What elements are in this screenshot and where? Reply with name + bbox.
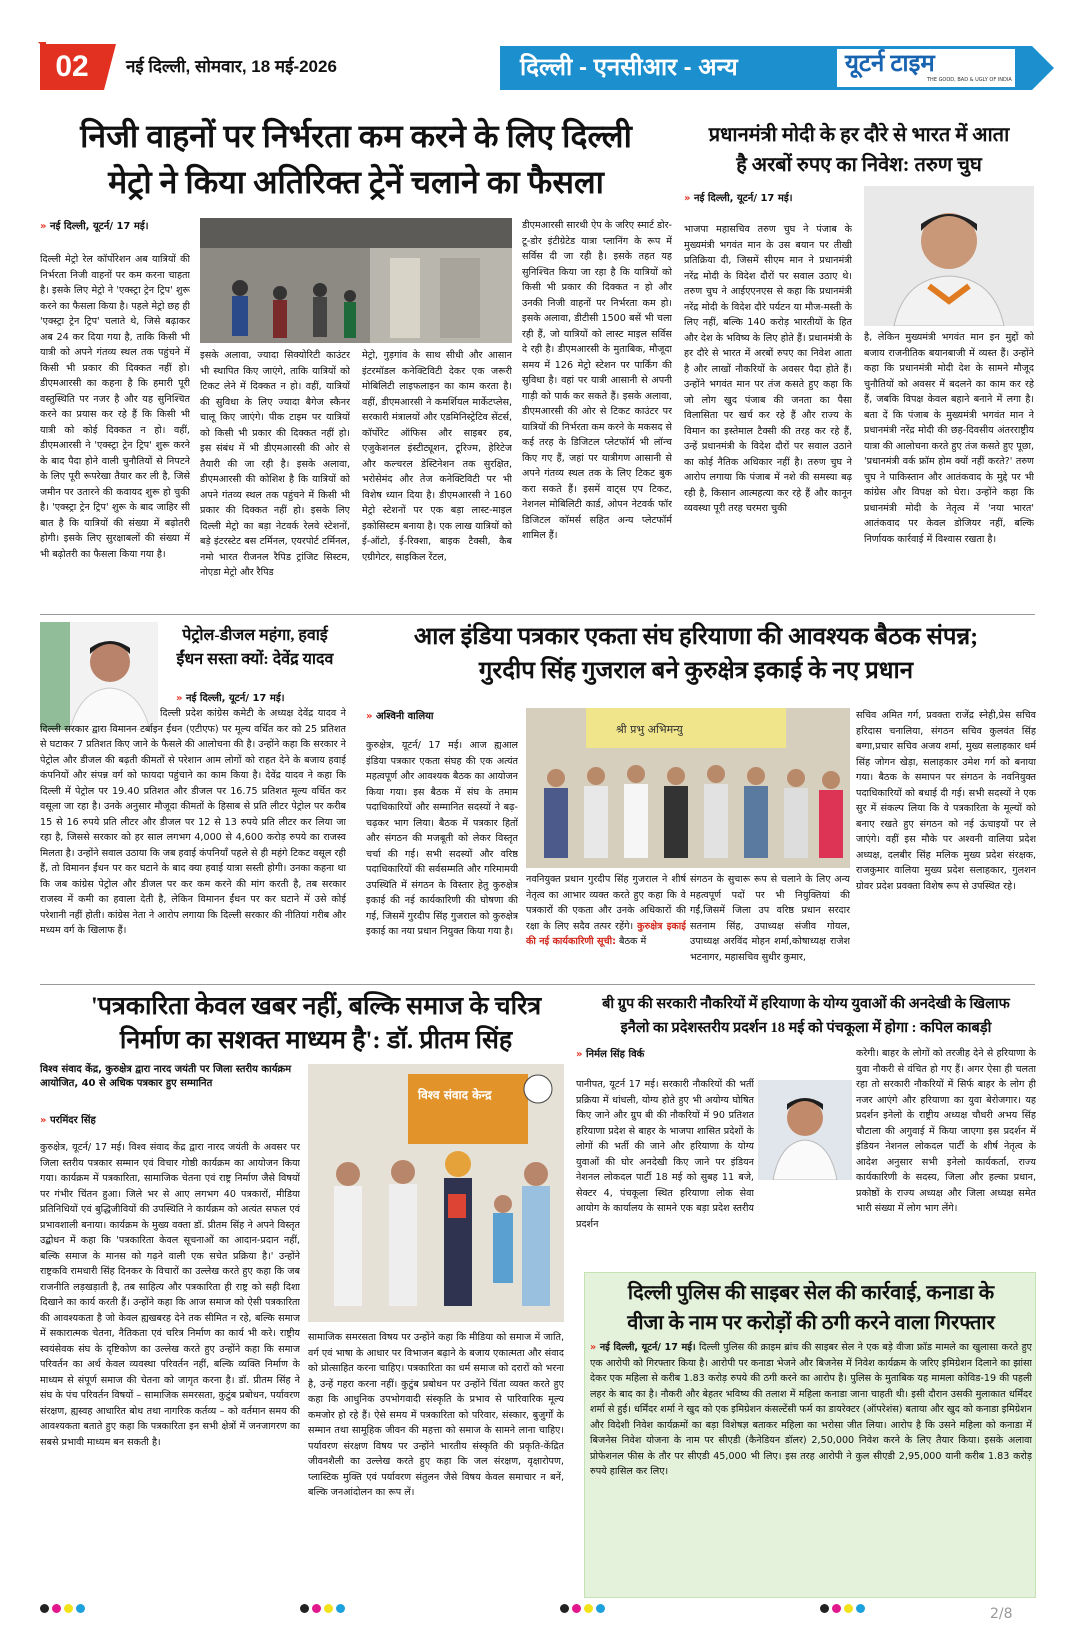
divider	[40, 984, 1035, 985]
story4-column-2-tail: बैठक में	[618, 936, 647, 947]
story3-body: दिल्ली प्रदेश कांग्रेस कमेटी के अध्यक्ष देवेंद्र यादव ने दिल्ली सरकार द्वारा विमानन टर्बाइन ईंधन (एटीएफ) पर मूल्य वर्धित कर को 25 प्रतिशत से घटाकर 7 प्रतिशत किए जाने के फैसले की आलोचना की है। उन्होंने कहा कि सरकार ने पेट्रोल और डीजल की बढ़ती कीमतों से परेशान आम लोगों को राहत देने के बजाय हवाई कंपनियों और संपन्न वर्ग को फायदा पहुंचाने का काम किया है। देवेंद्र यादव ने कहा कि दिल्ली में पेट्रोल पर 19.40 प्रतिशत और डीजल पर 16.75 प्रतिशत मूल्य वर्धित कर वसूला जा रहा है। उनके अनुसार मौजूदा कीमतों के हिसाब से प्रति लीटर पेट्रोल पर करीब 15 से 16 रुपये प्रति लीटर और डीजल पर 12 से 13 रुपये प्रति लीटर कर लिया जा रहा है, जिससे सरकार को हर साल लगभग 4,000 से 4,600 करोड़ रुपये का राजस्व मिलता है। उन्होंने सवाल उठाया कि जब हवाई कंपनियाँ पहले से ही महंगे टिकट वसूल रही हैं, तो विमानन ईंधन पर कर घटाने के बाद क्या हवाई यात्रा सस्ती होगी। उनका कहना था कि जब कांग्रेस पेट्रोल और डीजल पर कर कम करने की मांग करती है, तब सरकार राजस्व में कमी का हवाला देती है, लेकिन विमानन ईंधन पर कर घटाने में उसे कोई परेशानी नहीं होती। कांग्रेस नेता ने आरोप लगाया कि दिल्ली सरकार की नीतियां गरीब और मध्यम वर्ग के खिलाफ हैं।	[40, 708, 346, 936]
story3-headline-line2: ईंधन सस्ता क्यों: देवेंद्र यादव	[176, 651, 334, 668]
story5-deck: विश्व संवाद केंद्र, कुरुक्षेत्र द्वारा नारद जयंती पर जिला स्तरीय कार्यक्रम आयोजित, 40 से अधिक पत्रकार हुए सम्मानित	[40, 1064, 292, 1089]
story5-column-1: कुरुक्षेत्र, यूटर्न/ 17 मई। विश्व संवाद केंद्र द्वारा नारद जयंती के अवसर पर जिला स्तरीय पत्रकार सम्मान एवं विचार गोष्ठी कार्यक्रम का आयोजन किया गया। कार्यक्रम में पत्रकारिता, सामाजिक चेतना एवं राष्ट्र निर्माण जैसे विषयों पर गंभीर चिंतन हुआ। जिले भर से आए लगभग 40 पत्रकारों, मीडिया प्रतिनिधियों एवं बुद्धिजीवियों की उपस्थिति ने कार्यक्रम को अत्यंत सफल एवं प्रभावशाली बनाया। कार्यक्रम के मुख्य वक्ता डॉ. प्रीतम सिंह ने अपने विस्तृत उद्बोधन में कहा कि 'पत्रकारिता केवल सूचनाओं का आदान-प्रदान नहीं, बल्कि समाज के मानस को गढ़ने वाली एक सचेत प्रक्रिया है।' उन्होंने राष्ट्रकवि रामधारी सिंह दिनकर के विचारों का उल्लेख करते हुए कहा कि जब राजनीति लड़खड़ाती है, तब साहित्य और पत्रकारिता ही राष्ट्र को सही दिशा दिखाने का कार्य करती हैं। उन्होंने कहा कि आज समाज को ऐसी पत्रकारिता की आवश्यकता है जो केवल ह्यखबरह देने तक सीमित न रहे, बल्कि समाज में सकारात्मक चेतना, नैतिकता एवं चरित्र निर्माण का कार्य भी करे। राष्ट्रीय स्वयंसेवक संघ के दृष्टिकोण का उल्लेख करते हुए उन्होंने कहा कि समाज परिवर्तन का अर्थ केवल व्यवस्था परिवर्तन नहीं, बल्कि व्यक्ति निर्माण के माध्यम से संपूर्ण समाज की चेतना को जागृत करना है। डॉ. प्रीतम सिंह ने संघ के पंच परिवर्तन विषयों – सामाजिक समरसता, कुटुंब प्रबोधन, पर्यावरण संरक्षण, ह्यस्वह आधारित बोध तथा नागरिक कर्तव्य – को वर्तमान समय की आवश्यकता बताते हुए कहा कि पत्रकारिता इन सभी क्षेत्रों में जनजागरण का सबसे प्रभावी माध्यम बन सकती है।	[40, 1142, 300, 1448]
story6-headline-line1: बी ग्रुप की सरकारी नौकरियों में हरियाणा के योग्य युवाओं की अनदेखी के खिलाफ	[602, 996, 1010, 1012]
metro-photo-illustration	[200, 218, 512, 343]
dateline: नई दिल्ली, सोमवार, 18 मई-2026	[126, 57, 337, 76]
story1-column-2: इसके अलावा, ज्यादा सिक्योरिटी काउंटर भी स्थापित किए जाएंगे, ताकि यात्रियों को टिकट लेने में दिक्कत न हो। वहीं, यात्रियों की सुविधा के लिए ज्यादा बैगेज स्कैनर चालू किए जाएंगे। पीक टाइम पर यात्रियों को किसी भी प्रकार की दिक्कत नहीं हो। इस संबंध में भी डीएमआरसी की ओर से तैयारी की जा रही है। इसके अलावा, डीएमआरसी की कोशिश है कि यात्रियों को अपने गंतव्य स्थल तक पहुंचने में किसी भी प्रकार की दिक्कत नहीं हो। इसके लिए दिल्ली मेट्रो का बड़ा नेटवर्क रेलवे स्टेशनों, बड़े इंटरस्टेट बस टर्मिनल, एयरपोर्ट टर्मिनल, नमो भारत रीजनल रैपिड ट्रांजिट सिस्टम, नोएडा मेट्रो और रैपिड	[200, 350, 350, 578]
divider	[40, 614, 1035, 615]
page-indicator: 2/8	[990, 1606, 1013, 1622]
page-number: 02	[40, 44, 104, 90]
portrait-illustration	[864, 186, 1034, 326]
story7-headline-line1: दिल्ली पुलिस की साइबर सेल की कार्रवाई, कनाडा के	[627, 1282, 995, 1304]
story2-headline-line2: है अरबों रुपए का निवेश: तरुण चुघ	[736, 154, 982, 176]
story5-headline-line2: निर्माण का सशक्त माध्यम है': डॉ. प्रीतम सिंह	[119, 1027, 513, 1054]
story1-column-4: डीएमआरसी सारथी ऐप के जरिए स्मार्ट डोर-टू-डोर इंटीग्रेटेड यात्रा प्लानिंग के रूप में सर्विस दी जा रही है। इसके तहत यह सुनिश्चित किया जा रहा है कि यात्रियों को किसी भी प्रकार की दिक्कत न हो और उनकी निजी वाहनों पर निर्भरता कम हो। इसके अलावा, डीटीसी 1500 बसें भी चला रही हैं, जो यात्रियों को लास्ट माइल सर्विस दे रही है। डीएमआरसी के मुताबिक, मौजूदा समय में 126 मेट्रो स्टेशन पर पार्किंग की सुविधा है। वहां पर यात्री आसानी से अपनी गाड़ी को पार्क कर सकते हैं। इसके अलावा, डीएमआरसी की ओर से टिकट काउंटर पर यात्रियों की निर्भरता कम करने के मकसद से कई तरह के डिजिटल प्लेटफॉर्म भी लॉन्च किए गए हैं, जहां पर यात्रीगण आसानी से अपने गंतव्य स्थल तक के लिए टिकट बुक करा सकते हैं। इसमें वाट्स एप टिकट, नेशनल मोबिलिटी कार्ड, ओपन नेटवर्क फॉर डिजिटल कॉमर्स सहित अन्य प्लेटफॉर्म शामिल हैं।	[522, 220, 672, 541]
story3-headline	[164, 624, 346, 672]
story4-headline-line2: गुरदीप सिंह गुजराल बने कुरुक्षेत्र इकाई के नए प्रधान	[478, 658, 914, 684]
banner-text: विश्व संवाद केन्द्र	[418, 1088, 492, 1102]
story7-headline-line2: वीजा के नाम पर करोड़ों की ठगी करने वाला गिरफ्तार	[627, 1312, 995, 1334]
story4-byline: » अश्विनी वालिया	[366, 708, 516, 722]
metro-station-photo	[200, 218, 512, 343]
story3-byline: » नई दिल्ली, यूटर्न/ 17 मई।	[176, 690, 296, 704]
portrait-illustration	[758, 1080, 852, 1180]
story6-column-1: पानीपत, यूटर्न 17 मई। सरकारी नौकरियों की भर्ती प्रक्रिया में धांधली, योग्य होते हुए भी अयोग्य घोषित किए जाने और ग्रुप बी की नौकरियों में 90 प्रतिशत हरियाणा प्रदेश से बाहर के भाजपा शासित प्रदेशों के लोगों की भर्ती की जाने और हरियाणा के योग्य युवाओं की घोर अनदेखी किए जाने पर इंडियन नेशनल लोकदल पार्टी 18 मई को सुबह 11 बजे, सेक्टर 4, पंचकूला स्थित हरियाणा लोक सेवा आयोग के कार्यालय के सामने एक बड़ा प्रदेश स्तरीय प्रदर्शन	[576, 1079, 754, 1230]
story6-headline	[576, 992, 1036, 1040]
story6-column-2: करेगी। बाहर के लोगों को तरजीह देने से हरियाणा के युवा नौकरी से वंचित हो गए हैं। अगर ऐसा ही चलता रहा तो सरकारी नौकरियों में सिर्फ बाहर के लोग ही नजर आएंगे और हरियाणा का युवा बेरोजगार। यह प्रदर्शन इनेलो के राष्ट्रीय अध्यक्ष चौधरी अभय सिंह चौटाला की अगुवाई में किया जाएगा इस प्रदर्शन में इंडियन नेशनल लोकदल पार्टी के शीर्ष नेतृत्व के आदेश अनुसार सभी इनेलो कार्यकर्ता, राज्य कार्यकारिणी के सदस्य, जिला और हल्का प्रधान, प्रकोष्ठों के राज्य अध्यक्ष और जिला अध्यक्ष समेत भारी संख्या में लोग भाग लेंगे।	[856, 1048, 1036, 1214]
kapil-kabadi-photo	[758, 1080, 852, 1180]
print-registration-marks	[820, 1604, 865, 1613]
story5-headline	[40, 990, 592, 1058]
award-ceremony-photo	[308, 1064, 564, 1322]
story1-column-3: मेट्रो, गुड़गांव के साथ सीधी और आसान इंटरमॉडल कनेक्टिविटी देकर एक जरूरी मोबिलिटी लाइफलाइन का काम करता है। वहीं, डीएमआरसी ने कमर्शियल मार्केटप्लेस, सरकारी मंत्रालयों और एडमिनिस्ट्रेटिव सेंटर्स, कॉर्पोरेट ऑफिस और साइबर हब, एजुकेशनल इंस्टीट्यूशन, टूरिज्म, हेरिटेज और कल्चरल डेस्टिनेशन तक सुरक्षित, भरोसेमंद और तेज कनेक्टिविटी पर भी विशेष ध्यान दिया है। डीएमआरसी ने 160 मेट्रो स्टेशनों पर एक बड़ा लास्ट-माइल इकोसिस्टम बनाया है। एक लाख यात्रियों को ई-ऑटो, ई-रिक्शा, बाइक टैक्सी, कैब एग्रीगेटर, साइकिल रेंटल,	[362, 350, 512, 563]
story4-column-2	[526, 872, 686, 980]
story4-subhead: कुरुक्षेत्र इकाई की नई कार्यकारिणी सूची:	[526, 920, 686, 947]
logo-tagline: THE GOOD, BAD & UGLY OF INDIA	[927, 77, 1012, 83]
story1-column-1: दिल्ली मेट्रो रेल कॉर्पोरेशन अब यात्रियों की निर्भरता निजी वाहनों पर कम करना चाहता है। इसके लिए मेट्रो ने 'एक्स्ट्रा ट्रेन ट्रिप' शुरू करने का फैसला किया है। पहले मेट्रो छह ही 'एक्स्ट्रा ट्रेन ट्रिप' चलाते थे, जिसे बढ़ाकर अब 24 कर दिया गया है, ताकि किसी भी यात्री को अपने गंतव्य स्थल तक पहुंचने में किसी भी प्रकार की दिक्कत नहीं हो। डीएमआरसी का कहना है कि हमारी पूरी वस्तुस्थिति पर नजर है और यह सुनिश्चित करने का प्रयास कर रहे हैं कि किसी भी यात्री को कोई दिक्कत न हो। वहीं, डीएमआरसी ने 'एक्स्ट्रा ट्रेन ट्रिप' शुरू करने के बाद पैदा होने वाली चुनौतियों से निपटने के लिए पूरी रूपरेखा तैयार कर ली है, जिसे जमीन पर उतारने की कवायद शुरू हो चुकी है। 'एक्स्ट्रा ट्रेन ट्रिप' शुरू के बाद जाहिर सी बात है कि यात्रियों की संख्या में बढ़ोतरी होगी। इसके लिए सुरक्षाबलों की संख्या में भी बढ़ोतरी का फैसला किया गया है।	[40, 254, 190, 560]
story4-column-2-text: नवनियुक्त प्रधान गुरदीप सिंह गुजराल ने शीर्ष नेतृत्व का आभार व्यक्त करते हुए कहा कि वे पत्रकारों की एकता और उनके अधिकारों की रक्षा के लिए सदैव तत्पर रहेंगे।	[526, 874, 686, 932]
story3-headline-line1: पेट्रोल-डीजल महंगा, हवाई	[182, 627, 328, 644]
print-registration-marks	[560, 1604, 605, 1613]
story7-body-text: दिल्ली पुलिस की क्राइम ब्रांच की साइबर सेल ने एक बड़े वीजा फ्रॉड मामले का खुलासा करते हुए एक आरोपी को गिरफ्तार किया है। आरोपी पर कनाडा भेजने और बिजनेस में निवेश कार्यक्रम के जरिए इमिग्रेशन दिलाने का झांसा देकर एक महिला से करीब 1.83 करोड़ रुपये की ठगी करने का आरोप है। पुलिस के मुताबिक यह मामला कोविड-19 की पहली लहर के बाद का है। नौकरी और बेहतर भविष्य की तलाश में महिला कनाडा जाना चाहती थी। इसी दौरान उसकी मुलाकात धर्मिंदर शर्मा से हुई। धर्मिंदर शर्मा ने खुद को एक इमिग्रेशन कंसल्टेंसी फर्म का डायरेक्टर (ऑपरेशंस) बताया और खुद को कनाडा इमिग्रेशन और विदेशी निवेश कार्यक्रमों का बड़ा विशेषज्ञ बताकर महिला का भरोसा जीत लिया। आरोप है कि उसने महिला को कनाडा में बिजनेस निवेश योजना के नाम पर सीएडी (कैनेडियन डॉलर) 2,50,000 निवेश करने के लिए तैयार किया। इसके अलावा प्रोफेशनल फीस के तौर पर सीएडी 45,000 भी लिए। इस तरह आरोपी ने कुल सीएडी 2,95,000 यानी करीब 1.83 करोड़ रुपये हासिल कर लिए।	[590, 1342, 1032, 1477]
tarun-chugh-photo	[864, 186, 1034, 326]
story5-byline: » परमिंदर सिंह	[40, 1112, 190, 1126]
group-photo-illustration	[526, 708, 850, 868]
page-number-notch	[104, 44, 116, 90]
story5-column-2: सामाजिक समरसता विषय पर उन्होंने कहा कि मीडिया को समाज में जाति, वर्ग एवं भाषा के आधार पर विभाजन बढ़ाने के बजाय एकात्मता और संवाद को प्रोत्साहित करना चाहिए। पत्रकारिता का धर्म समाज को दरारों को भरना है, उन्हें गहरा करना नहीं। कुटुंब प्रबोधन पर उन्होंने चिंता व्यक्त करते हुए कहा कि आधुनिक उपभोगवादी संस्कृति के प्रभाव से पारिवारिक मूल्य कमजोर हो रहे हैं। ऐसे समय में पत्रकारिता को परिवार, संस्कार, बुजुर्गों के सम्मान तथा सामूहिक जीवन की महत्ता को समाज के सामने लाना चाहिए। पर्यावरण संरक्षण विषय पर उन्होंने भारतीय संस्कृति की प्रकृति-केंद्रित जीवनशैली का उल्लेख करते हुए कहा कि जल संरक्षण, वृक्षारोपण, प्लास्टिक मुक्ति एवं पर्यावरण संतुलन जैसे विषय केवल समाचार न बनें, बल्कि जनआंदोलन का रूप लें।	[308, 1332, 564, 1498]
story1-byline: » नई दिल्ली, यूटर्न/ 17 मई।	[40, 218, 190, 232]
story4-column-3: संगठन के सुचारू रूप से चलाने के लिए अन्य महत्वपूर्ण पदों पर भी नियुक्तियां की गईं,जिसमें जिला उप वरिष्ठ प्रधान सरदार सतनाम सिंह, उपाध्यक्ष संजीव गोयल, उपाध्यक्ष अरविंद मोहन शर्मा,कोषाध्यक्ष राजेश भटनागर, महासचिव सुधीर कुमार,	[690, 874, 850, 963]
story2-column-1: भाजपा महासचिव तरुण चुघ ने पंजाब के मुख्यमंत्री भगवंत मान के उस बयान पर तीखी प्रतिक्रिया दी, जिसमें सीएम मान ने प्रधानमंत्री नरेंद्र मोदी के विदेश दौरों पर सवाल उठाए थे। तरुण चुघ ने आईएएनएस से कहा कि प्रधानमंत्री नरेंद्र मोदी के विदेश दौरे पर्यटन या मौज-मस्ती के लिए नहीं, बल्कि 140 करोड़ भारतीयों के हित और देश के भविष्य के लिए होते हैं। प्रधानमंत्री के हर दौरे से भारत में अरबों रुपए का निवेश आता है और लाखों नौकरियों के अवसर पैदा होते हैं। उन्होंने भगवंत मान पर तंज कसते हुए कहा कि जो लोग खुद पंजाब की जनता का पैसा विलासिता पर खर्च कर रहे हैं और राज्य के विमान का इस्तेमाल टैक्सी की तरह कर रहे हैं, उन्हें प्रधानमंत्री के विदेश दौरों पर सवाल उठाने का कोई नैतिक अधिकार नहीं है। तरुण चुघ ने आरोप लगाया कि पंजाब में नशे की समस्या बढ़ रही है, किसान आत्महत्या कर रहे हैं और कानून व्यवस्था पूरी तरह चरमरा चुकी	[684, 224, 852, 514]
story2-headline	[684, 120, 1034, 180]
story4-headline-line1: आल इंडिया पत्रकार एकता संघ हरियाणा की आवश्यक बैठक संपन्न;	[413, 624, 979, 650]
story1-headline-line2: मेट्रो ने किया अतिरिक्त ट्रेनें चलाने का फैसला	[108, 164, 604, 200]
story2-byline: » नई दिल्ली, यूटर्न/ 17 मई।	[684, 190, 864, 204]
story5-headline-line1: 'पत्रकारिता केवल खबर नहीं, बल्कि समाज के चरित्र	[90, 993, 542, 1020]
story2-column-2: है, लेकिन मुख्यमंत्री भगवंत मान इन मुद्दों को बजाय राजनीतिक बयानबाजी में व्यस्त हैं। उन्होंने कहा कि प्रधानमंत्री मोदी देश के सामने मौजूद चुनौतियों को अवसर में बदलने का काम कर रहे हैं, जबकि विपक्ष केवल बहाने बनाने में लगा है। बता दें कि पंजाब के मुख्यमंत्री भगवंत मान ने प्रधानमंत्री नरेंद्र मोदी की छह-दिवसीय अंतरराष्ट्रीय यात्रा की आलोचना करते हुए तंज कसते हुए पूछा, 'प्रधानमंत्री वर्क फ्रॉम होम क्यों नहीं करते?' तरुण चुघ ने पाकिस्तान और आतंकवाद के मुद्दे पर भी कांग्रेस और विपक्ष को घेरा। उन्होंने कहा कि प्रधानमंत्री मोदी के नेतृत्व में 'नया भारत' आतंकवाद पर केवल डोजियर नहीं, बल्कि निर्णायक कार्रवाई में विश्वास रखता है।	[864, 332, 1034, 545]
logo-name: यूटर्न टाइम	[845, 51, 935, 77]
newspaper-logo	[836, 48, 1016, 88]
story2-headline-line1: प्रधानमंत्री मोदी के हर दौरे से भारत में आता	[708, 124, 1010, 146]
story1-headline	[40, 113, 672, 205]
story7-body	[590, 1340, 1032, 1574]
story6-headline-line2: इनैलो का प्रदेशस्तरीय प्रदर्शन 18 मई को पंचकूला में होगा : कपिल काबड़ी	[620, 1020, 992, 1036]
story7-byline: » नई दिल्ली, यूटर्न/ 17 मई।	[590, 1342, 696, 1353]
story4-headline	[356, 620, 1036, 688]
story6-byline: » निर्मल सिंह विर्क	[576, 1046, 726, 1060]
print-registration-marks	[300, 1604, 345, 1613]
story7-headline	[588, 1278, 1034, 1338]
banner-text: श्री प्रभु अभिमन्यु	[616, 723, 683, 736]
meeting-group-photo	[526, 708, 850, 868]
story4-column-1: कुरुक्षेत्र, यूटर्न/ 17 मई। आज ह्यआल इंडिया पत्रकार एकता संघह की एक अत्यंत महत्वपूर्ण और आवश्यक बैठक का आयोजन किया गया। इस बैठक में संघ के तमाम पदाधिकारियों और सम्मानित सदस्यों ने बढ़-चढ़कर भाग लिया। बैठक में पत्रकार हितों और संगठन की मजबूती को लेकर विस्तृत चर्चा की गई। सभी सदस्यों और वरिष्ठ पदाधिकारियों की सर्वसम्मति और गरिमामयी उपस्थिति में संगठन के विस्तार हेतु कुरुक्षेत्र इकाई की नई कार्यकारिणी की घोषणा की गई, जिसमें गुरदीप सिंह गुजराल को कुरुक्षेत्र इकाई का नया प्रधान नियुक्त किया गया है।	[366, 740, 518, 937]
story4-column-4: सचिव अमित गर्ग, प्रवक्ता राजेंद्र स्नेही,प्रेस सचिव हरिदास चनालिया, संगठन सचिव कुलवंत सिंह बग्गा,प्रचार सचिव अजय शर्मा, मुख्य सलाहकार धर्म सिंह जोगन खेड़ा, सलाहकार उमेश गर्ग को बनाया गया। बैठक के समापन पर संगठन के नवनियुक्त पदाधिकारियों को बधाई दी गई। सभी सदस्यों ने एक सुर में संकल्प लिया कि वे पत्रकारिता के मूल्यों को बनाए रखते हुए संगठन को नई ऊंचाइयों पर ले जाएंगे। वहीं इस मौके पर अश्वनी वालिया प्रदेश अध्यक्ष, दलबीर सिंह मलिक मुख्य प्रदेश संरक्षक, राजकुमार वालिया मुख्य प्रदेश सलाहकार, गुलशन ग्रोवर प्रदेश प्रवक्ता विशेष रूप से उपस्थित रहे।	[856, 710, 1036, 892]
print-registration-marks	[40, 1604, 85, 1613]
ceremony-photo-illustration	[308, 1064, 564, 1322]
story1-headline-line1: निजी वाहनों पर निर्भरता कम करने के लिए दिल्ली	[80, 118, 632, 154]
section-title: दिल्ली - एनसीआर - अन्य	[520, 54, 738, 81]
